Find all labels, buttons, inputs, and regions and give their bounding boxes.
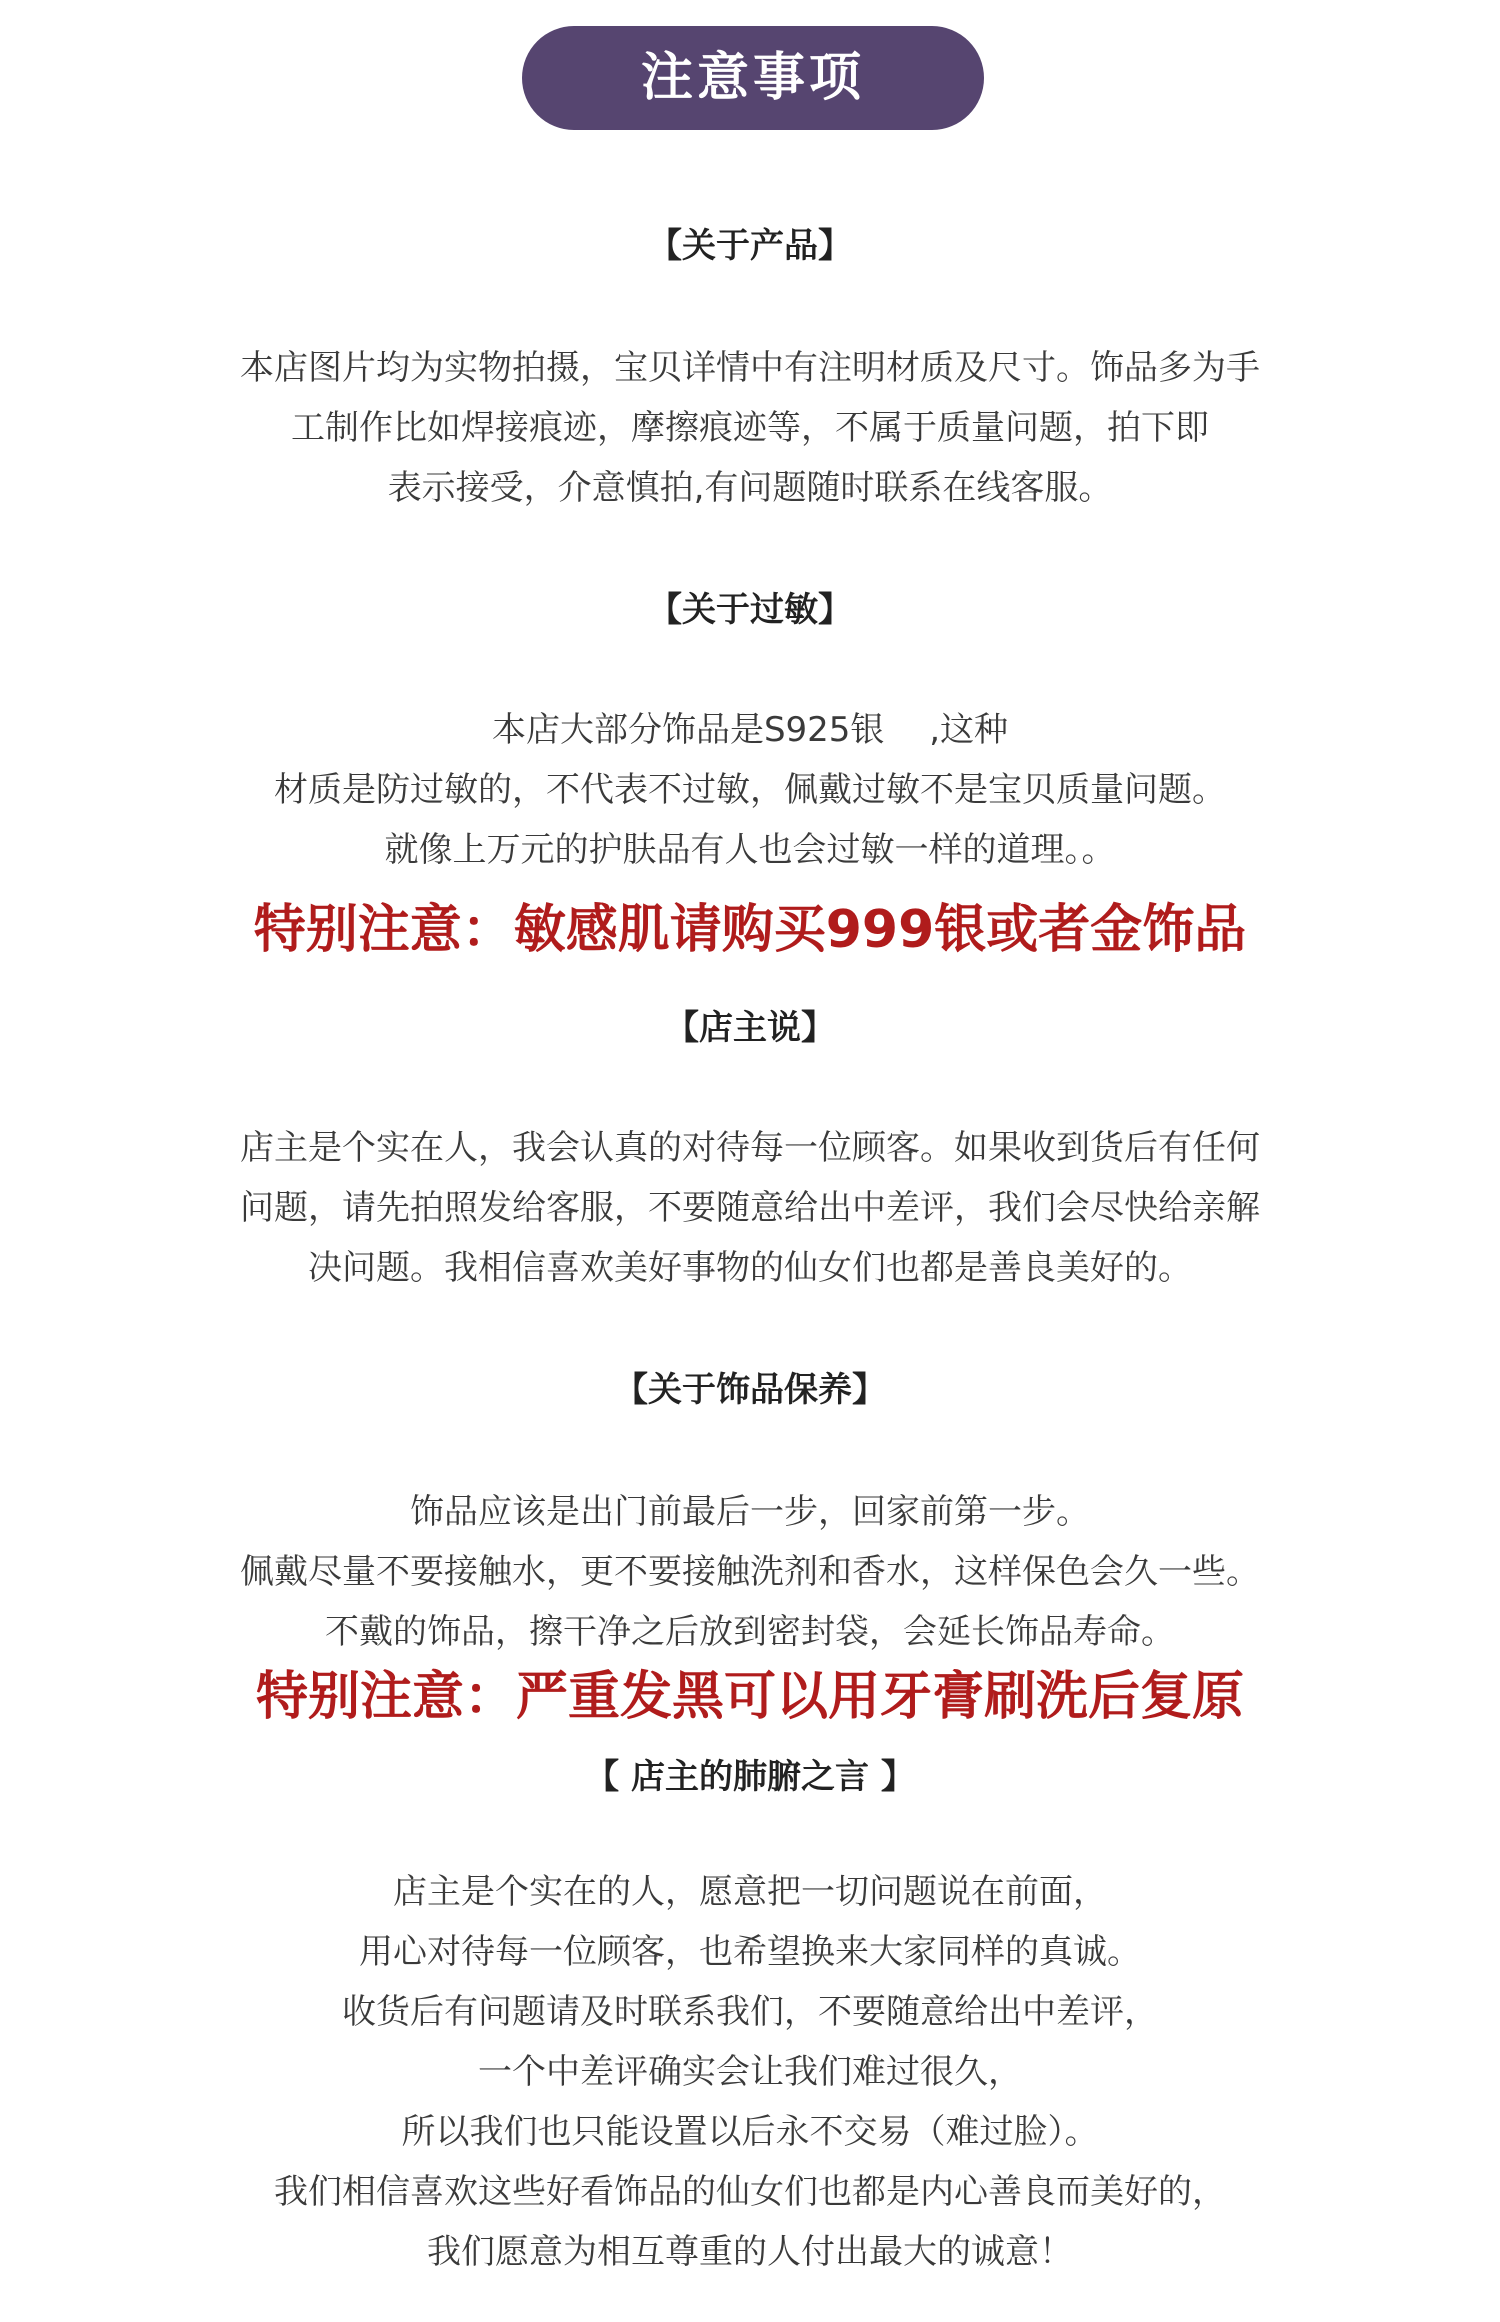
text-line: 本店图片均为实物拍摄，宝贝详情中有注明材质及尺寸。饰品多为手: [240, 348, 1260, 388]
text-line: 所以我们也只能设置以后永不交易（难过脸）。: [401, 2112, 1099, 2152]
text-line: 工制作比如焊接痕迹，摩擦痕迹等，不属于质量问题，拍下即: [291, 408, 1209, 448]
text-line: 问题，请先拍照发给客服，不要随意给出中差评，我们会尽快给亲解: [240, 1188, 1260, 1228]
paragraph-jewelry-care: [0, 1482, 1500, 1662]
heading-owner-heartfelt: 【 店主的肺腑之言 】: [585, 1757, 915, 1797]
notice-allergy: 特别注意：敏感肌请购买999银或者金饰品: [253, 900, 1247, 960]
paragraph-about-product: [0, 338, 1500, 518]
heading-owner-says: 【店主说】: [665, 1008, 835, 1048]
text-line: 收货后有问题请及时联系我们，不要随意给出中差评，: [342, 1992, 1158, 2032]
text-line: 本店大部分饰品是S925银 ,这种: [491, 710, 1009, 750]
text-line: 表示接受，介意慎拍,有问题随时联系在线客服。: [387, 468, 1113, 508]
paragraph-about-allergy: [0, 700, 1500, 880]
text-line: 佩戴尽量不要接触水，更不要接触洗剂和香水，这样保色会久一些。: [240, 1552, 1260, 1592]
heading-jewelry-care: 【关于饰品保养】: [614, 1370, 886, 1410]
text-line: 店主是个实在的人，愿意把一切问题说在前面，: [393, 1872, 1107, 1912]
text-line: 我们愿意为相互尊重的人付出最大的诚意！: [427, 2232, 1073, 2272]
heading-about-allergy: 【关于过敏】: [648, 590, 852, 630]
text-line: 用心对待每一位顾客，也希望换来大家同样的真诚。: [359, 1932, 1141, 1972]
text-line: 我们相信喜欢这些好看饰品的仙女们也都是内心善良而美好的，: [274, 2172, 1226, 2212]
paragraph-owner-heartfelt: [0, 1862, 1500, 2282]
text-line: 材质是防过敏的，不代表不过敏，佩戴过敏不是宝贝质量问题。: [274, 770, 1226, 810]
text-line: 饰品应该是出门前最后一步，回家前第一步。: [410, 1492, 1090, 1532]
text-line: 不戴的饰品，擦干净之后放到密封袋，会延长饰品寿命。: [325, 1612, 1175, 1652]
text-line: 就像上万元的护肤品有人也会过敏一样的道理。。: [384, 830, 1116, 870]
paragraph-owner-says: [0, 1118, 1500, 1298]
page-title: 注意事项: [522, 26, 984, 130]
heading-about-product: 【关于产品】: [648, 226, 852, 266]
notice-jewelry-care: 特别注意：严重发黑可以用牙膏刷洗后复原: [255, 1667, 1244, 1727]
text-line: 一个中差评确实会让我们难过很久，: [478, 2052, 1022, 2092]
text-line: 店主是个实在人，我会认真的对待每一位顾客。如果收到货后有任何: [240, 1128, 1260, 1168]
text-line: 决问题。我相信喜欢美好事物的仙女们也都是善良美好的。: [308, 1248, 1192, 1288]
